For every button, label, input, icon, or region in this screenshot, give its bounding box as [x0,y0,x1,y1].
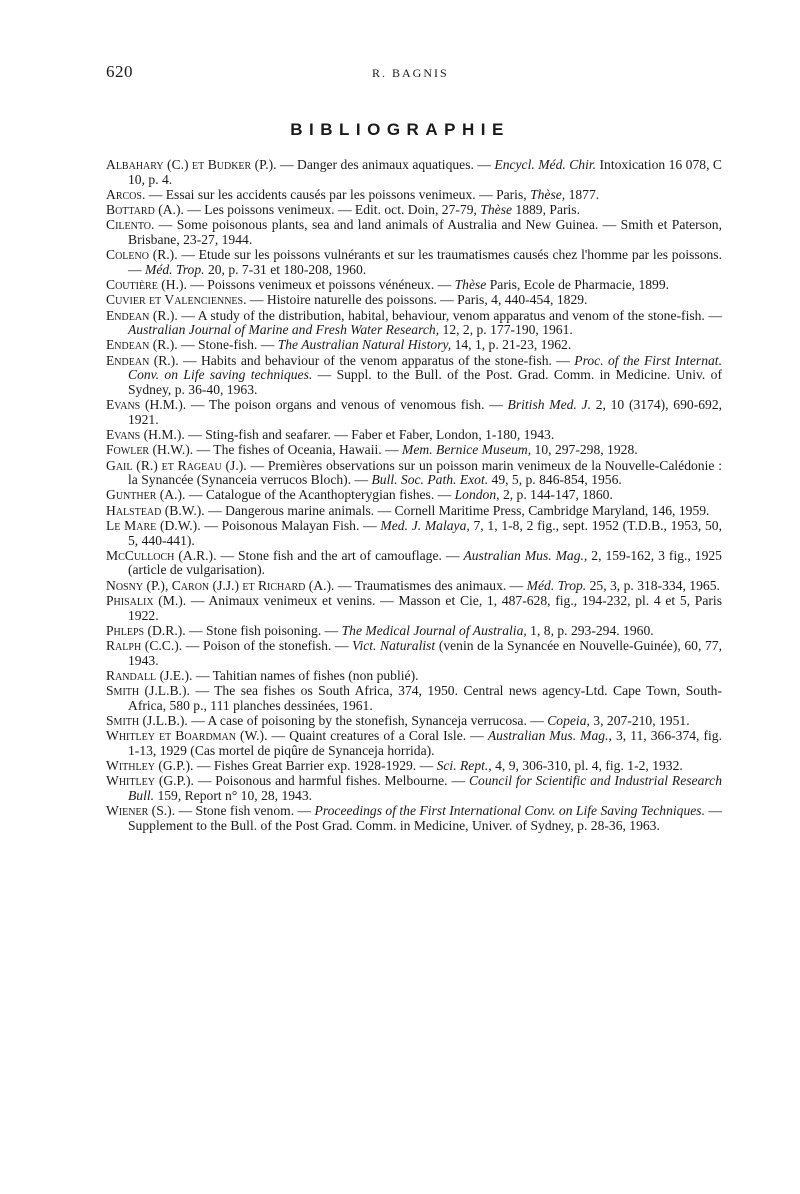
bibliography-entry [106,309,722,338]
bibliography-entry [106,188,722,203]
entry-author: Endean (R.). [106,337,178,353]
entry-source: Council for Scientific and Industrial Research Bull. [128,773,722,804]
entry-text: — A study of the distribution, habital, behaviour, venom apparatus and venom of the stone-fish. — [177,307,722,323]
entry-author: Ralph (C.C.). [106,638,183,653]
bibliography-entry [106,804,722,833]
bibliography-entry [106,774,722,803]
bibliography-entry [106,443,722,458]
bibliography-entry [106,669,722,684]
entry-text: — Stone fish venom. — [175,803,315,819]
entry-author: Endean (R.). [106,307,178,323]
entry-details: 20, p. 7-31 et 180-208, 1960. [204,261,367,277]
bibliography-entry [106,594,722,623]
entry-text: — Poissons venimeux et poissons vénéneux. — [186,277,455,293]
bibliography-entry [106,354,722,398]
entry-text: — The fishes of Oceania, Hawaii. — [193,442,403,458]
bibliography-entry [106,459,722,488]
entry-details: — Supplement to the Bull. of the Post Grad. Comm. in Medicine, Univer. of Sydney, p. 28-36, 1963. [128,803,722,833]
entry-source: Australian Journal of Marine and Fresh Water Research, [128,322,440,338]
entry-author: Phleps (D.R.). [106,622,186,638]
bibliography-entry [106,729,722,758]
running-head: R. BAGNIS [372,66,449,80]
entry-source: Encycl. Méd. Chir. [494,157,597,172]
entry-author: Coutière (H.). [106,277,187,293]
entry-text: — Animaux venimeux et venins. — Masson et Cie, 1, 487-628, fig., 194-232, pl. 4 et 5, Paris 1922. [128,592,722,623]
entry-details: Intoxication 16 078, C 10, p. 4. [128,157,722,187]
entry-author: Smith (J.L.B.). [106,713,188,729]
entry-author: Coleno (R.). [106,247,178,263]
entry-text: — Premières observations sur un poisson marin venimeux de la Nouvelle-Calédonie : la Synancée (Synanceia verrucos Bloch). — [128,457,722,488]
entry-source: Australian Mus. Mag., [487,728,612,744]
entry-details: 1889, Paris. [512,202,580,218]
entry-source: Thèse [480,202,513,218]
entry-text: — The poison organs and venous of venomous fish. — [186,397,508,413]
entry-source: Thèse, [530,186,566,202]
bibliography-entry [106,428,722,443]
entry-text: — Tahitian names of fishes (non publié). [192,667,419,683]
entry-source: Copeia, [547,713,590,729]
entry-author: Cuvier et Valenciennes. [106,292,247,308]
bibliography-entry [106,293,722,308]
bibliography-entry [106,248,722,277]
entry-text: — Stone fish and the art of camouflage. — [216,547,464,563]
entry-source: Proceedings of the First International Conv. on Life Saving Techniques. [314,803,705,819]
entry-text: — Essai sur les accidents causés par les poissons venimeux. — Paris, [145,186,531,202]
entry-source: Sci. Rept., [436,758,492,774]
entry-text: — Dangerous marine animals. — Cornell Maritime Press, Cambridge Maryland, 146, 1959. [204,502,710,518]
bibliography-entry [106,549,722,578]
bibliography-entry [106,504,722,519]
entry-text: — Histoire naturelle des poissons. — Paris, 4, 440-454, 1829. [246,292,588,308]
entry-details: (venin de la Synancée en Nouvelle-Guinée), 60, 77, 1943. [128,638,722,668]
bibliography-entry [106,218,722,247]
bibliography-entry [106,519,722,548]
entry-author: Withley (G.P.). [106,758,194,774]
entry-source: The Australian Natural History, [277,337,452,353]
bibliography-entry [106,759,722,774]
entry-author: Whitley et Boardman (W.). [106,728,268,744]
entry-source: Méd. Trop. [526,577,587,593]
entry-source: Thèse [454,277,487,293]
entry-details: 4, 9, 306-310, pl. 4, fig. 1-2, 1932. [491,758,683,774]
entry-details: Paris, Ecole de Pharmacie, 1899. [486,277,670,293]
entry-author: Arcos. [106,186,146,202]
entry-text: — Poisonous and harmful fishes. Melbourne. — [193,773,469,789]
entry-author: Halstead (B.W.). [106,502,205,518]
entry-details: 2, p. 144-147, 1860. [499,487,613,503]
entry-details: 1, 8, p. 293-294. 1960. [526,622,654,638]
entry-author: Fowler (H.W.). [106,442,194,458]
section-title: BIBLIOGRAPHIE [290,120,510,139]
entry-source: London, [454,487,500,503]
entry-text: — A case of poisoning by the stonefish, Synanceja verrucosa. — [187,713,548,729]
entry-details: 159, Report n° 10, 28, 1943. [154,788,313,804]
bibliography-entry [106,158,722,187]
entry-author: Gunther (A.). [106,487,186,503]
page-number: 620 [106,62,133,81]
bibliography-entry [106,488,722,503]
bibliography-entry [106,579,722,594]
bibliography-entry [106,639,722,668]
entry-source: The Medical Journal of Australia, [341,622,527,638]
entry-details: 14, 1, p. 21-23, 1962. [451,337,572,353]
entry-details: — Suppl. to the Bull. of the Post. Grad. Comm. in Medicine. Univ. of Sydney, p. 36-40, 1963. [128,367,722,398]
entry-text: — Poisonous Malayan Fish. — [200,517,381,533]
entry-author: Bottard (A.). [106,202,184,218]
entry-author: Wiener (S.). [106,803,176,819]
bibliography-entry [106,338,722,353]
bibliography-entry [106,684,722,713]
entry-author: Endean (R.). [106,352,179,368]
entry-author: Randall (J.E.). [106,667,193,683]
entry-author: Le Mare (D.W.). [106,517,201,533]
entry-source: British Med. J. [507,397,591,413]
entry-text: — Danger des animaux aquatiques. — [276,157,495,172]
entry-text: — Sting-fish and seafarer. — Faber et Faber, London, 1-180, 1943. [184,427,555,443]
entry-details: 7, 1, 1-8, 2 fig., sept. 1952 (T.D.B., 1953, 50, 5, 440-441). [128,517,722,548]
entry-text: — The sea fishes os South Africa, 374, 1950. Central news agency-Ltd. Cape Town, South-Africa, 580 p., 111 planches dessinées, 1961. [128,683,722,713]
entry-source: Mem. Bernice Museum, [402,442,532,458]
bibliography-list [106,158,722,834]
entry-author: Phisalix (M.). [106,592,187,608]
entry-text: — Stone fish poisoning. — [185,622,342,638]
entry-details: 3, 207-210, 1951. [589,713,690,729]
entry-text: — Some poisonous plants, sea and land animals of Australia and New Guinea. — Smith et Paterson, Brisbane, 23-27, 1944. [128,217,722,248]
entry-text: — Traumatismes des animaux. — [334,577,527,593]
entry-details: 12, 2, p. 177-190, 1961. [439,322,573,338]
entry-author: Smith (J.L.B.). [106,683,190,699]
entry-author: Evans (H.M.). [106,397,187,413]
entry-details: 49, 5, p. 846-854, 1956. [488,472,622,488]
entry-author: Whitley (G.P.). [106,773,194,789]
bibliography-entry [106,203,722,218]
entry-details: 25, 3, p. 318-334, 1965. [586,577,720,593]
entry-source: Méd. Trop. [145,261,205,277]
bibliography-entry [106,278,722,293]
entry-details: 1877. [565,186,600,202]
entry-source: Proc. of the First Internat. Conv. on Life saving techniques. [128,352,722,383]
entry-details: 2, 10 (3174), 690-692, 1921. [128,397,723,427]
entry-text: — Les poissons venimeux. — Edit. oct. Doin, 27-79, [183,202,481,218]
bibliography-entry [106,624,722,639]
entry-details: 10, 297-298, 1928. [531,442,638,458]
entry-text: — Etude sur les poissons vulnérants et sur les traumatismes causés chez l'homme par les poissons. — [128,247,722,277]
entry-source: Vict. Naturalist [352,638,436,653]
bibliography-entry [106,398,722,427]
entry-author: Evans (H.M.). [106,427,185,443]
entry-text: — Catalogue of the Acanthopterygian fishes. — [185,487,455,503]
entry-author: Gail (R.) et Rageau (J.). [106,457,247,473]
entry-text: — Quaint creatures of a Coral Isle. — [267,728,488,744]
bibliography-entry [106,714,722,729]
entry-details: 3, 11, 366-374, fig. 1-13, 1929 (Cas mortel de piqûre de Synanceja horrida). [128,728,723,758]
entry-author: Albahary (C.) et Budker (P.). [106,157,277,172]
entry-text: — Stone-fish. — [177,337,278,353]
entry-author: McCulloch (A.R.). [106,547,217,563]
entry-details: 2, 159-162, 3 fig., 1925 (article de vulgarisation). [128,547,722,578]
entry-text: — Habits and behaviour of the venom apparatus of the stone-fish. — [178,352,575,368]
entry-author: Nosny (P.), Caron (J.J.) et Richard (A.). [106,577,335,593]
entry-source: Australian Mus. Mag., [463,547,588,563]
entry-author: Cilento. [106,217,155,233]
entry-text: — Fishes Great Barrier exp. 1928-1929. — [193,758,437,774]
entry-source: Med. J. Malaya, [380,517,470,533]
entry-source: Bull. Soc. Path. Exot. [371,472,489,488]
entry-text: — Poison of the stonefish. — [182,638,353,653]
